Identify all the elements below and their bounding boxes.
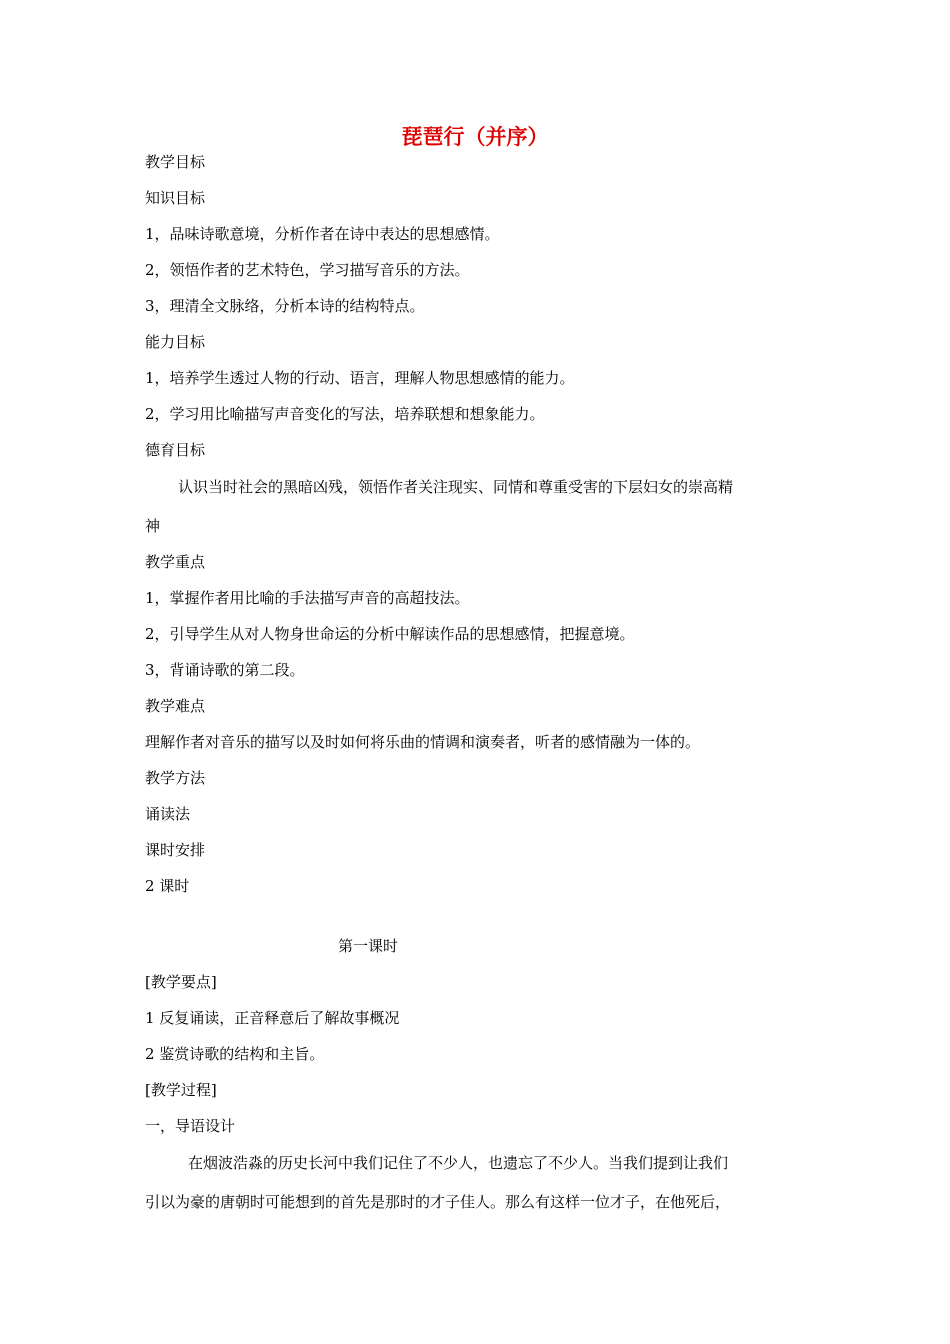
list-item: 1，掌握作者用比喻的手法描写声音的高超技法。	[145, 589, 470, 607]
subheading-moral-goals: 德育目标	[145, 441, 206, 459]
paragraph-line: 引以为豪的唐朝时可能想到的首先是那时的才子佳人。那么有这样一位才子，在他死后，	[145, 1193, 731, 1211]
list-item: 3，理清全文脉络，分析本诗的结构特点。	[145, 297, 425, 315]
list-item: 2，引导学生从对人物身世命运的分析中解读作品的思想感情，把握意境。	[145, 625, 635, 643]
section-heading-schedule: 课时安排	[145, 841, 206, 859]
section-heading-teaching-goals: 教学目标	[145, 153, 206, 171]
paragraph-line: 在烟波浩淼的历史长河中我们记住了不少人，也遗忘了不少人。当我们提到让我们	[188, 1154, 729, 1172]
paragraph-line: 2 课时	[145, 877, 190, 895]
document-title: 琵琶行（并序）	[401, 125, 549, 149]
subheading-introduction: 一，导语设计	[145, 1117, 236, 1135]
list-item: 1 反复诵读，正音释意后了解故事概况	[145, 1009, 400, 1027]
bracket-heading-key-points: [教学要点]	[145, 973, 217, 991]
section-heading-difficulties: 教学难点	[145, 697, 206, 715]
list-item: 1，培养学生透过人物的行动、语言，理解人物思想感情的能力。	[145, 369, 575, 387]
list-item: 1，品味诗歌意境，分析作者在诗中表达的思想感情。	[145, 225, 500, 243]
list-item: 2 鉴赏诗歌的结构和主旨。	[145, 1045, 325, 1063]
bracket-heading-process: [教学过程]	[145, 1081, 217, 1099]
paragraph-line: 神	[145, 517, 161, 535]
subheading-knowledge-goals: 知识目标	[145, 189, 206, 207]
lesson-heading: 第一课时	[338, 937, 399, 955]
list-item: 3，背诵诗歌的第二段。	[145, 661, 305, 679]
paragraph-line: 认识当时社会的黑暗凶残，领悟作者关注现实、同情和尊重受害的下层妇女的崇高精	[178, 478, 734, 496]
list-item: 2，学习用比喻描写声音变化的写法，培养联想和想象能力。	[145, 405, 545, 423]
section-heading-teaching-method: 教学方法	[145, 769, 206, 787]
list-item: 2，领悟作者的艺术特色，学习描写音乐的方法。	[145, 261, 470, 279]
section-heading-key-points: 教学重点	[145, 553, 206, 571]
subheading-ability-goals: 能力目标	[145, 333, 206, 351]
paragraph-line: 诵读法	[145, 805, 191, 823]
paragraph-line: 理解作者对音乐的描写以及时如何将乐曲的情调和演奏者，听者的感情融为一体的。	[145, 733, 701, 751]
